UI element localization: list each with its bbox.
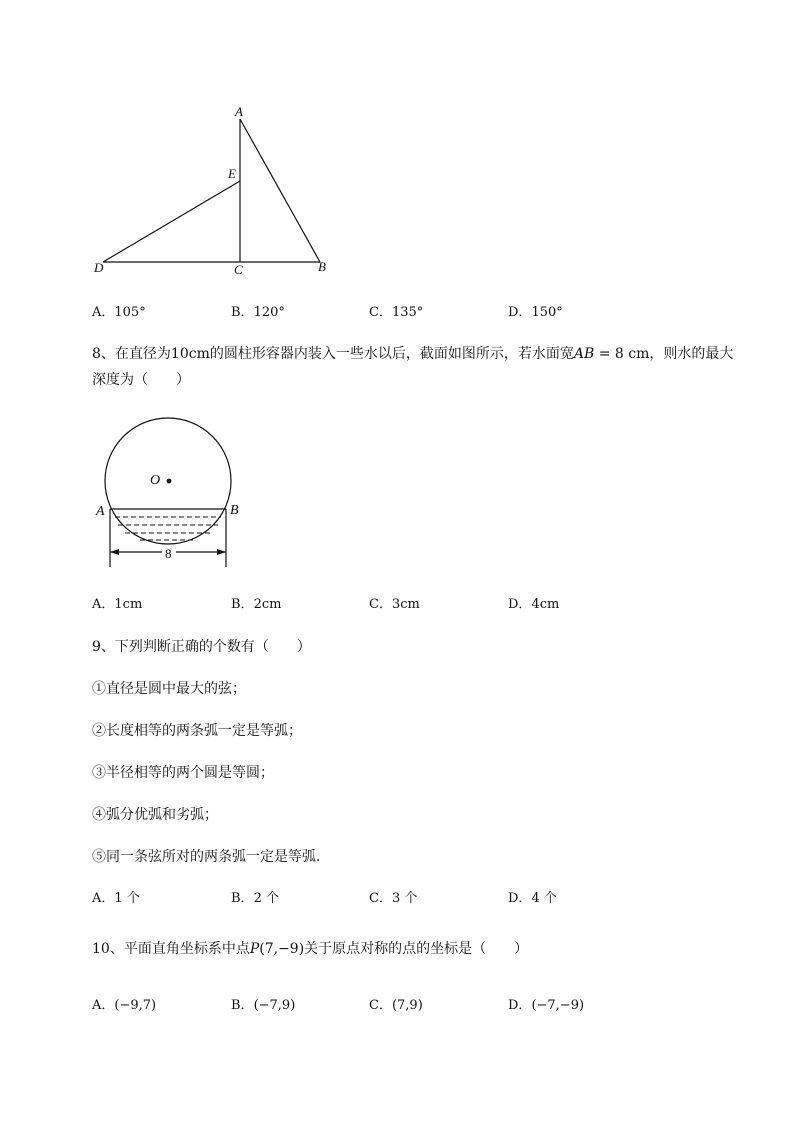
center-point <box>167 479 172 484</box>
q9-option-b: B．2 个 <box>231 891 279 906</box>
q10-option-d: D．(−7,−9) <box>508 998 585 1013</box>
label-a: A <box>235 104 243 119</box>
q8-option-c: C．3cm <box>369 597 420 612</box>
q8-option-b: B．2cm <box>231 597 282 612</box>
q10-option-b: B．(−7,9) <box>231 998 296 1013</box>
label-a-circle: A <box>96 504 105 519</box>
label-b-circle: B <box>230 503 239 518</box>
q9-statement-1: ①直径是圆中最大的弦； <box>92 681 246 697</box>
label-o: O <box>150 473 161 488</box>
q10-option-a: A．(−9,7) <box>92 998 157 1013</box>
q9-stem: 9、下列判断正确的个数有（ ） <box>92 639 311 655</box>
q9-statement-3: ③半径相等的两个圆是等圆； <box>92 765 274 781</box>
q9-option-a: A．1 个 <box>92 891 140 906</box>
label-c: C <box>234 262 243 277</box>
arrow-left-icon <box>110 549 119 555</box>
q7-option-c: C．135° <box>369 305 424 320</box>
q8-option-a: A．1cm <box>92 597 143 612</box>
q7-option-a: A．105° <box>92 305 146 320</box>
triangle-figure <box>0 0 794 300</box>
label-b: B <box>318 259 326 274</box>
label-e: E <box>228 166 236 181</box>
q9-statement-4: ④弧分优弧和劣弧； <box>92 807 218 823</box>
q8-option-d: D．4cm <box>508 597 560 612</box>
q10-stem: 10、平面直角坐标系中点P(7,−9)关于原点对称的点的坐标是（ ） <box>92 941 529 957</box>
q8-stem-line1: 8、在直径为10cm的圆柱形容器内装入一些水以后，截面如图所示，若水面宽AB = 8 cm，则水的最大 <box>92 346 734 362</box>
circle-water-figure <box>0 400 794 580</box>
label-d: D <box>94 260 104 275</box>
q8-stem-line2: 深度为（ ） <box>92 372 190 388</box>
q9-option-c: C．3 个 <box>369 891 418 906</box>
arrow-right-icon <box>217 549 226 555</box>
q10-option-c: C．(7,9) <box>369 998 423 1013</box>
dimension-label: 8 <box>165 546 172 561</box>
q9-statement-2: ②长度相等的两条弧一定是等弧； <box>92 723 302 739</box>
q9-option-d: D．4 个 <box>508 891 557 906</box>
q9-statement-5: ⑤同一条弦所对的两条弧一定是等弧． <box>92 849 330 865</box>
segment-ab <box>240 119 320 262</box>
segment-de <box>103 181 240 262</box>
q7-option-d: D．150° <box>508 305 563 320</box>
q7-option-b: B．120° <box>231 305 285 320</box>
